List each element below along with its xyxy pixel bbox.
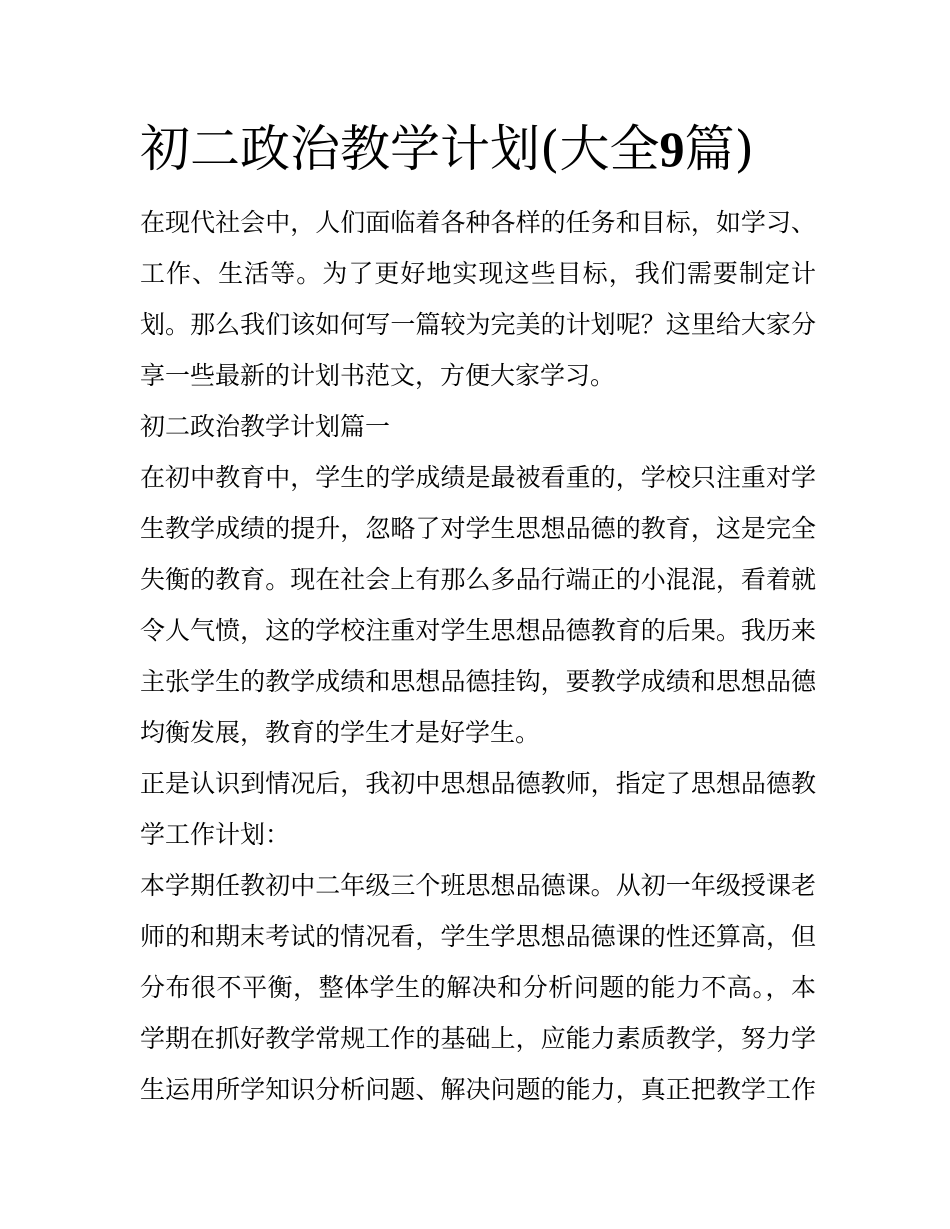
title-prefix: 初二政治教学计划(大全 [140, 120, 660, 178]
text-line: 令人气愤，这的学校注重对学生思想品德教育的后果。我历来 [140, 616, 816, 645]
text-line: 师的和期末考试的情况看，学生学思想品德课的性还算高，但 [140, 922, 816, 951]
text-line: 在初中教育中，学生的学成绩是最被看重的，学校只注重对学 [140, 463, 816, 492]
section-heading: 初二政治教学计划篇一 [140, 412, 391, 441]
text-line: 分布很不平衡，整体学生的解决和分析问题的能力不高。，本 [140, 973, 816, 1002]
text-line: 正是认识到情况后，我初中思想品德教师，指定了思想品德教 [140, 769, 816, 798]
text-line: 本学期任教初中二年级三个班思想品德课。从初一年级授课老 [140, 871, 816, 900]
title-number: 9 [659, 121, 685, 177]
text-line: 在现代社会中，人们面临着各种各样的任务和目标，如学习、 [140, 208, 816, 237]
text-line: 失衡的教育。现在社会上有那么多品行端正的小混混，看着就 [140, 565, 816, 594]
document-title [140, 118, 830, 180]
text-line: 均衡发展，教育的学生才是好学生。 [140, 718, 541, 747]
text-line: 划。那么我们该如何写一篇较为完美的计划呢？这里给大家分 [140, 310, 816, 339]
text-line: 主张学生的教学成绩和思想品德挂钩，要教学成绩和思想品德 [140, 667, 816, 696]
title-suffix: 篇) [684, 120, 755, 178]
text-line: 享一些最新的计划书范文，方便大家学习。 [140, 361, 616, 390]
text-line: 生运用所学知识分析问题、解决问题的能力，真正把教学工作 [140, 1075, 816, 1104]
text-line: 工作、生活等。为了更好地实现这些目标，我们需要制定计 [140, 259, 816, 288]
text-line: 学期在抓好教学常规工作的基础上，应能力素质教学，努力学 [140, 1024, 816, 1053]
text-line: 学工作计划： [140, 820, 291, 849]
document-body [140, 197, 816, 1115]
text-line: 生教学成绩的提升，忽略了对学生思想品德的教育，这是完全 [140, 514, 816, 543]
